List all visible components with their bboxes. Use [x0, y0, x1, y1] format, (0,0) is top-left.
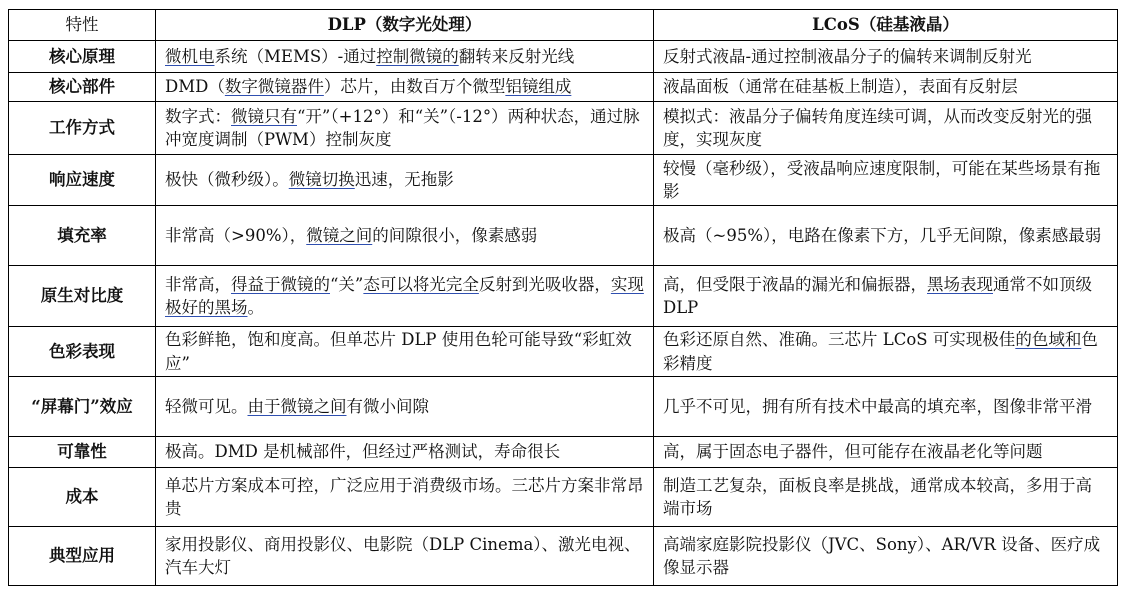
feature-cell: 响应速度	[9, 155, 156, 206]
text-run: 黑场表现	[927, 274, 993, 294]
table-row	[9, 155, 1118, 206]
lcos-cell	[654, 327, 1118, 377]
text-run: 有微小间隙	[346, 396, 429, 416]
table-row	[9, 437, 1118, 468]
dlp-cell	[156, 266, 654, 327]
feature-cell: 可靠性	[9, 437, 156, 468]
table-row	[9, 102, 1118, 155]
text-run: 翻转来反射光线	[458, 46, 575, 66]
text-run: 的色域和	[1015, 330, 1082, 349]
text-run: 非常高（>90%），	[165, 225, 307, 245]
table-row	[9, 377, 1118, 437]
text-run: 色彩鲜艳，饱和度高。但单芯片 DLP 使用色轮可能导致“彩虹效应”	[165, 330, 632, 373]
text-run: 极高。DMD 是机械部件，但经过严格测试，寿命很长	[165, 442, 561, 462]
text-run: 微镜切换	[288, 170, 355, 190]
feature-cell: 核心原理	[9, 41, 156, 73]
text-run: 实现极好的黑场	[165, 274, 644, 317]
feature-cell: 工作方式	[9, 102, 156, 155]
dlp-cell	[156, 377, 654, 437]
text-run: 数字式：	[165, 106, 231, 126]
text-run: 轻微可见。	[165, 396, 248, 416]
text-run: “开”（+12°）和“关”（-12°）两种状态，通过脉冲宽度调制（PWM）控制灰度	[165, 106, 640, 149]
table-row	[9, 73, 1118, 102]
feature-cell: 原生对比度	[9, 266, 156, 327]
table-row	[9, 266, 1118, 327]
dlp-cell	[156, 41, 654, 73]
feature-cell: 典型应用	[9, 527, 156, 586]
lcos-cell: 极高（~95%），电路在像素下方，几乎无间隙，像素感最弱	[654, 206, 1118, 266]
text-run: 态可以将光完全	[363, 274, 479, 294]
feature-cell: “屏幕门”效应	[9, 377, 156, 437]
text-run: 迅速，无拖影	[354, 170, 454, 190]
table-row	[9, 327, 1118, 377]
text-run: 色彩还原自然、准确。三芯片 LCoS 可实现极佳	[663, 330, 1016, 349]
lcos-cell: 高端家庭影院投影仪（JVC、Sony）、AR/VR 设备、医疗成像显示器	[654, 527, 1118, 586]
text-run: 极快（微秒级）。	[165, 170, 289, 190]
text-run: 非常高，	[165, 274, 231, 294]
dlp-cell	[156, 155, 654, 206]
lcos-cell: 反射式液晶-通过控制液晶分子的偏转来调制反射光	[654, 41, 1118, 73]
text-run: 单芯片方案成本可控，广泛应用于消费级市场。三芯片方案非常昂贵	[165, 475, 644, 518]
lcos-cell: 制造工艺复杂，面板良率是挑战，通常成本较高，多用于高端市场	[654, 468, 1118, 527]
text-run: 数字微镜器件	[224, 77, 324, 97]
lcos-cell: 液晶面板（通常在硅基板上制造），表面有反射层	[654, 73, 1118, 102]
text-run: 高，但受限于液晶的漏光和偏振器，	[663, 274, 927, 294]
dlp-cell	[156, 527, 654, 586]
text-run: 通常不如顶级 DLP	[663, 274, 1092, 317]
lcos-cell: 较慢（毫秒级），受液晶响应速度限制，可能在某些场景有拖影	[654, 155, 1118, 206]
text-run: 反射到光吸收器，	[478, 274, 611, 294]
text-run: 铝镜组成	[505, 77, 572, 97]
table-row	[9, 468, 1118, 527]
header-row	[9, 10, 1118, 41]
lcos-cell: 几乎不可见，拥有所有技术中最高的填充率，图像非常平滑	[654, 377, 1118, 437]
dlp-cell	[156, 468, 654, 527]
text-run: 家用投影仪、商用投影仪、电影院（DLP Cinema）、激光电视、汽车大灯	[165, 534, 641, 577]
lcos-cell	[654, 266, 1118, 327]
dlp-cell	[156, 73, 654, 102]
text-run: 由于微镜之间	[247, 396, 347, 416]
feature-cell: 核心部件	[9, 73, 156, 102]
text-run: 色彩精度	[663, 330, 1098, 373]
text-run: 控制微镜的	[376, 46, 459, 66]
dlp-cell	[156, 437, 654, 468]
table-row	[9, 41, 1118, 73]
feature-cell: 成本	[9, 468, 156, 527]
text-run: 微镜之间	[306, 225, 373, 245]
text-run: ）芯片，由数百万个微型	[323, 77, 506, 97]
text-run: “关”	[330, 274, 364, 294]
comparison-table	[8, 9, 1118, 586]
text-run: 得益于微镜的	[231, 274, 330, 294]
lcos-cell: 模拟式：液晶分子偏转角度连续可调，从而改变反射光的强度，实现灰度	[654, 102, 1118, 155]
text-run: 。	[247, 298, 264, 317]
text-run: 微镜只有	[231, 106, 297, 126]
table-row	[9, 206, 1118, 266]
dlp-cell	[156, 327, 654, 377]
text-run: 微机电	[165, 46, 215, 66]
lcos-cell: 高，属于固态电子器件，但可能存在液晶老化等问题	[654, 437, 1118, 468]
header-lcos: LCoS（硅基液晶）	[654, 10, 1118, 41]
text-run: 的间隙很小，像素感弱	[372, 225, 538, 245]
text-run: 系统（MEMS）-通过	[214, 46, 377, 66]
feature-cell: 填充率	[9, 206, 156, 266]
text-run: DMD（	[165, 77, 225, 97]
feature-cell: 色彩表现	[9, 327, 156, 377]
table-row	[9, 527, 1118, 586]
dlp-cell	[156, 206, 654, 266]
dlp-cell	[156, 102, 654, 155]
header-feature: 特性	[9, 10, 156, 41]
header-dlp: DLP（数字光处理）	[156, 10, 654, 41]
